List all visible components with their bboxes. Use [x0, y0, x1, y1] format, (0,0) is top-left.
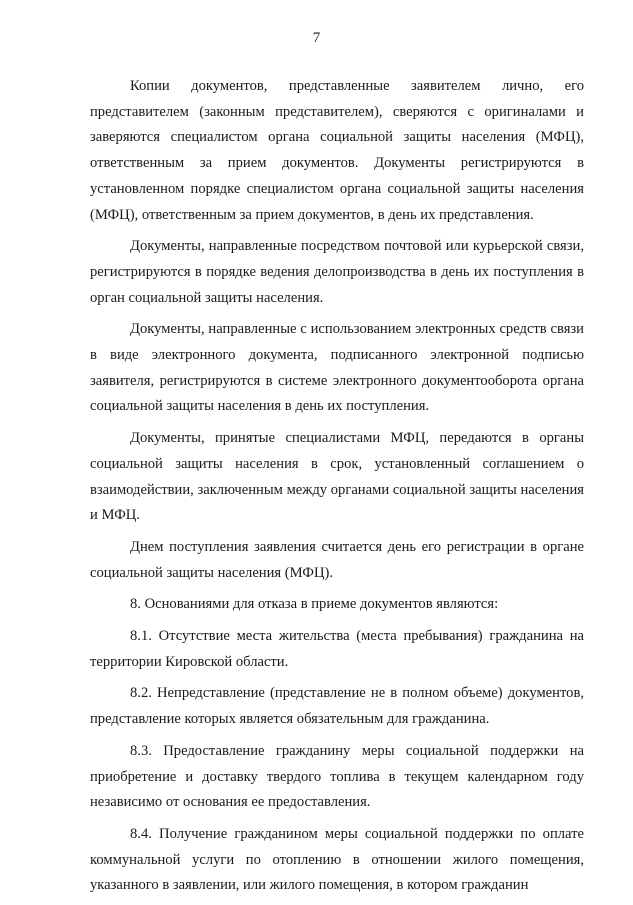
paragraph-postal-documents: Документы, направленные посредством почтовой или курьерской связи, регистрируются в порядке ведения делопроизводства в день их поступления в орган социальной защиты населения. [90, 238, 584, 306]
paragraph-refusal-grounds: 8. Основаниями для отказа в приеме документов являются: [130, 596, 499, 613]
paragraph-receipt-date: Днем поступления заявления считается день его регистрации в органе социальной защиты населения (МФЦ). [90, 538, 584, 581]
document-body [90, 74, 584, 905]
paragraph-document-copies: Копии документов, представленные заявителем лично, его представителем (законным представителем), сверяются с оригиналами и заверяются специалистом органа социальной защиты населения (МФЦ), ответственным за прием документов. Документы регистрируются в установленном порядке специалистом органа социальной защиты населения (МФЦ), ответственным за прием документов, в день их представления. [90, 78, 584, 223]
paragraph-item-8-1: 8.1. Отсутствие места жительства (места пребывания) гражданина на территории Кировской области. [90, 628, 584, 670]
paragraph-item-8-2: 8.2. Непредставление (представление не в полном объеме) документов, представление которых является обязательным для гражданина. [90, 685, 584, 728]
paragraph-electronic-documents: Документы, направленные с использованием электронных средств связи в виде электронного документа, подписанного электронной подписью заявителя, регистрируются в системе электронного документооборота органа социальной защиты населения в день их поступления. [90, 321, 584, 415]
paragraph-item-8-4: 8.4. Получение гражданином меры социальной поддержки по оплате коммунальной услуги по отоплению в отношении жилого помещения, указанного в заявлении, или жилого помещения, в котором гражданин [90, 825, 584, 894]
paragraph-mfc-documents: Документы, принятые специалистами МФЦ, передаются в органы социальной защиты населения в срок, установленный соглашением о взаимодействии, заключенным между органами социальной защиты населения и МФЦ. [90, 430, 584, 524]
paragraph-item-8-3: 8.3. Предоставление гражданину меры социальной поддержки на приобретение и доставку твердого топлива в текущем календарном году независимо от основания ее предоставления. [90, 742, 584, 811]
page-number: 7 [312, 30, 321, 46]
